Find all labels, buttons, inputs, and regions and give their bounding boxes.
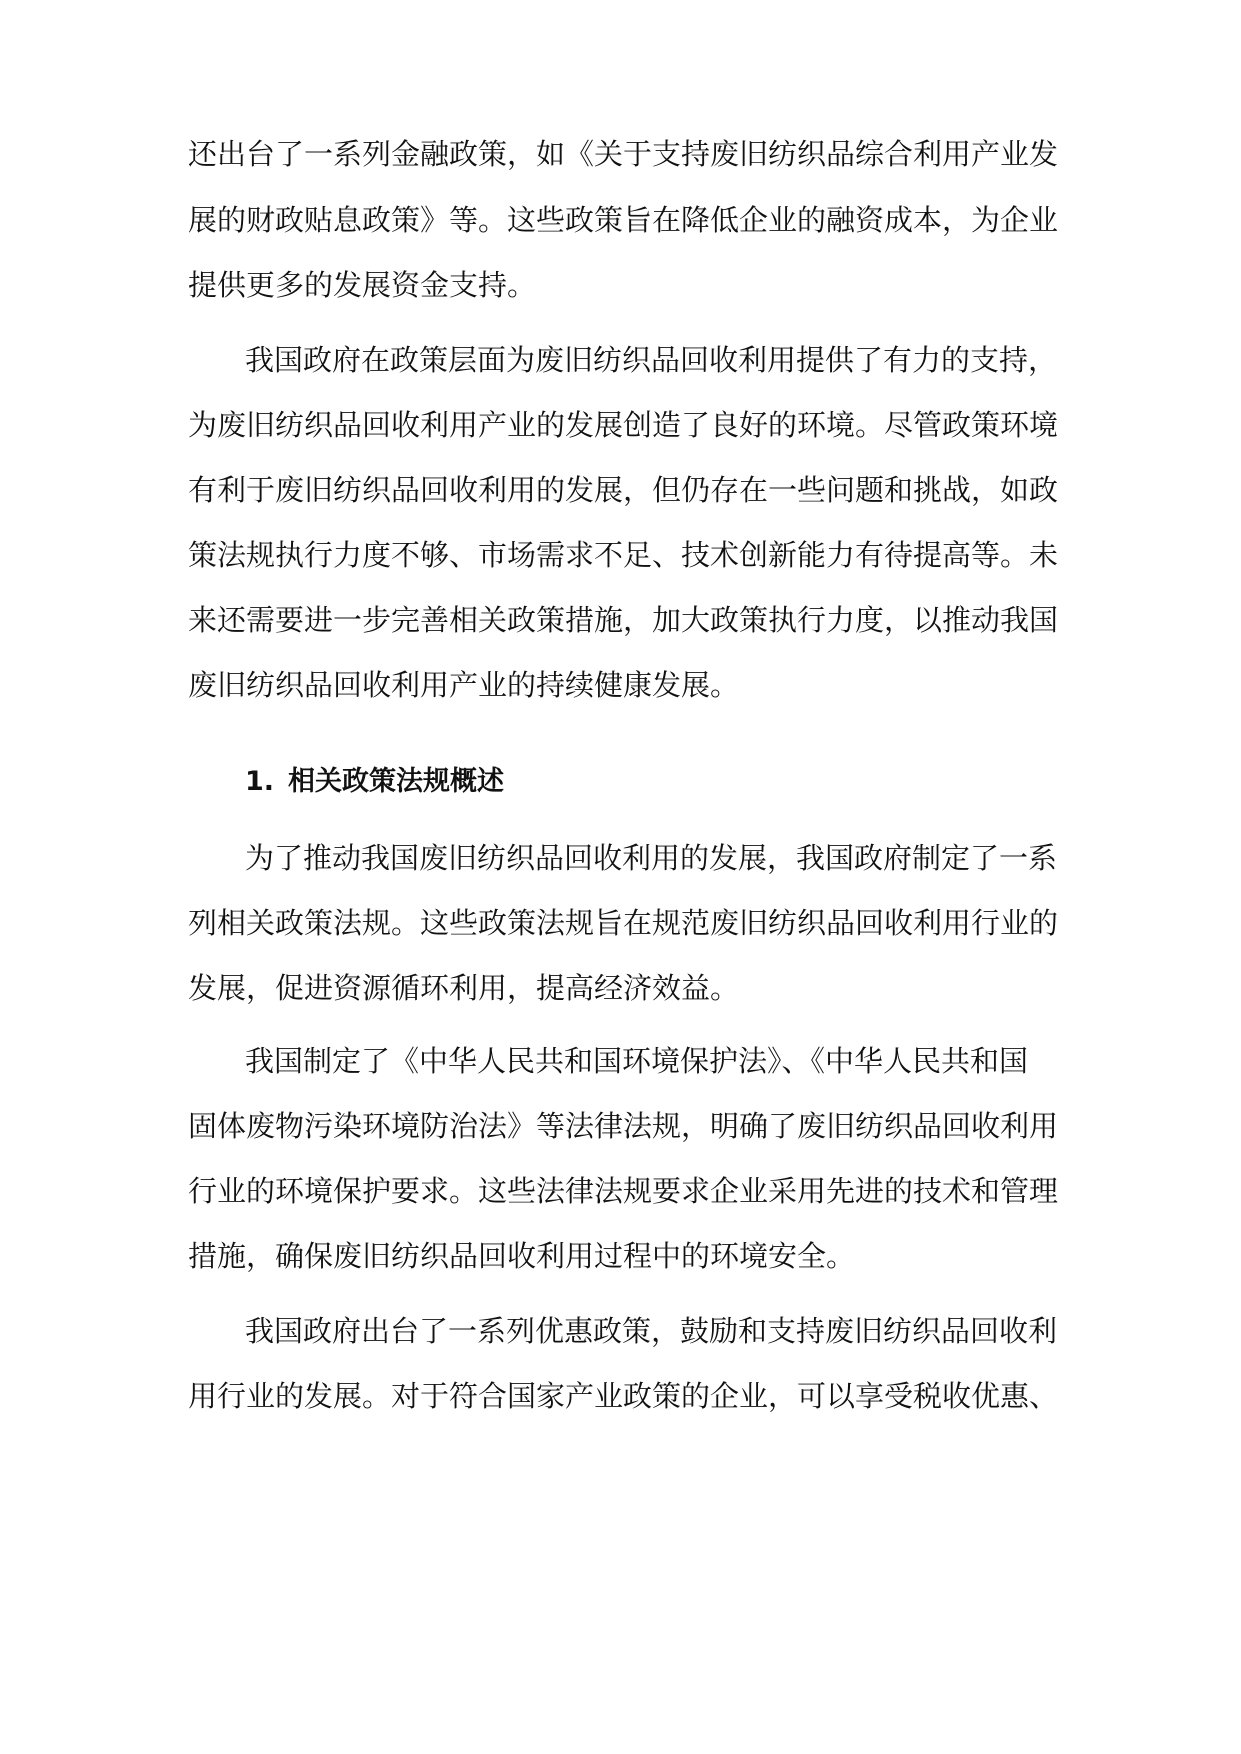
paragraph-line: 固体废物污染环境防治法》等法律法规，明确了废旧纺织品回收利用 [188,1109,1059,1143]
section-heading [245,762,504,802]
paragraph-line: 我国制定了《中华人民共和国环境保护法》、《中华人民共和国 [245,1044,1029,1078]
paragraph-line: 为废旧纺织品回收利用产业的发展创造了良好的环境。尽管政策环境 [188,408,1059,442]
section-number: 1. [245,766,275,797]
paragraph-line: 策法规执行力度不够、市场需求不足、技术创新能力有待提高等。未 [188,538,1059,572]
paragraph-line: 来还需要进一步完善相关政策措施，加大政策执行力度，以推动我国 [188,603,1059,637]
paragraph-line: 废旧纺织品回收利用产业的持续健康发展。 [188,668,740,702]
section-title: 相关政策法规概述 [288,766,505,797]
paragraph-line: 措施，确保废旧纺织品回收利用过程中的环境安全。 [188,1239,856,1273]
paragraph-line: 有利于废旧纺织品回收利用的发展，但仍存在一些问题和挑战，如政 [188,473,1059,507]
paragraph-line: 提供更多的发展资金支持。 [188,268,537,302]
paragraph-line: 列相关政策法规。这些政策法规旨在规范废旧纺织品回收利用行业的 [188,906,1059,940]
paragraph-line: 展的财政贴息政策》等。这些政策旨在降低企业的融资成本，为企业 [188,203,1059,237]
paragraph-line: 行业的环境保护要求。这些法律法规要求企业采用先进的技术和管理 [188,1174,1059,1208]
paragraph-line: 我国政府在政策层面为废旧纺织品回收利用提供了有力的支持， [245,343,1058,377]
paragraph-line: 用行业的发展。对于符合国家产业政策的企业，可以享受税收优惠、 [188,1379,1059,1413]
paragraph-line: 发展，促进资源循环利用，提高经济效益。 [188,971,740,1005]
paragraph-line: 还出台了一系列金融政策，如《关于支持废旧纺织品综合利用产业发 [188,137,1059,171]
paragraph-line: 我国政府出台了一系列优惠政策，鼓励和支持废旧纺织品回收利 [245,1314,1058,1348]
paragraph-line: 为了推动我国废旧纺织品回收利用的发展，我国政府制定了一系 [245,841,1058,875]
